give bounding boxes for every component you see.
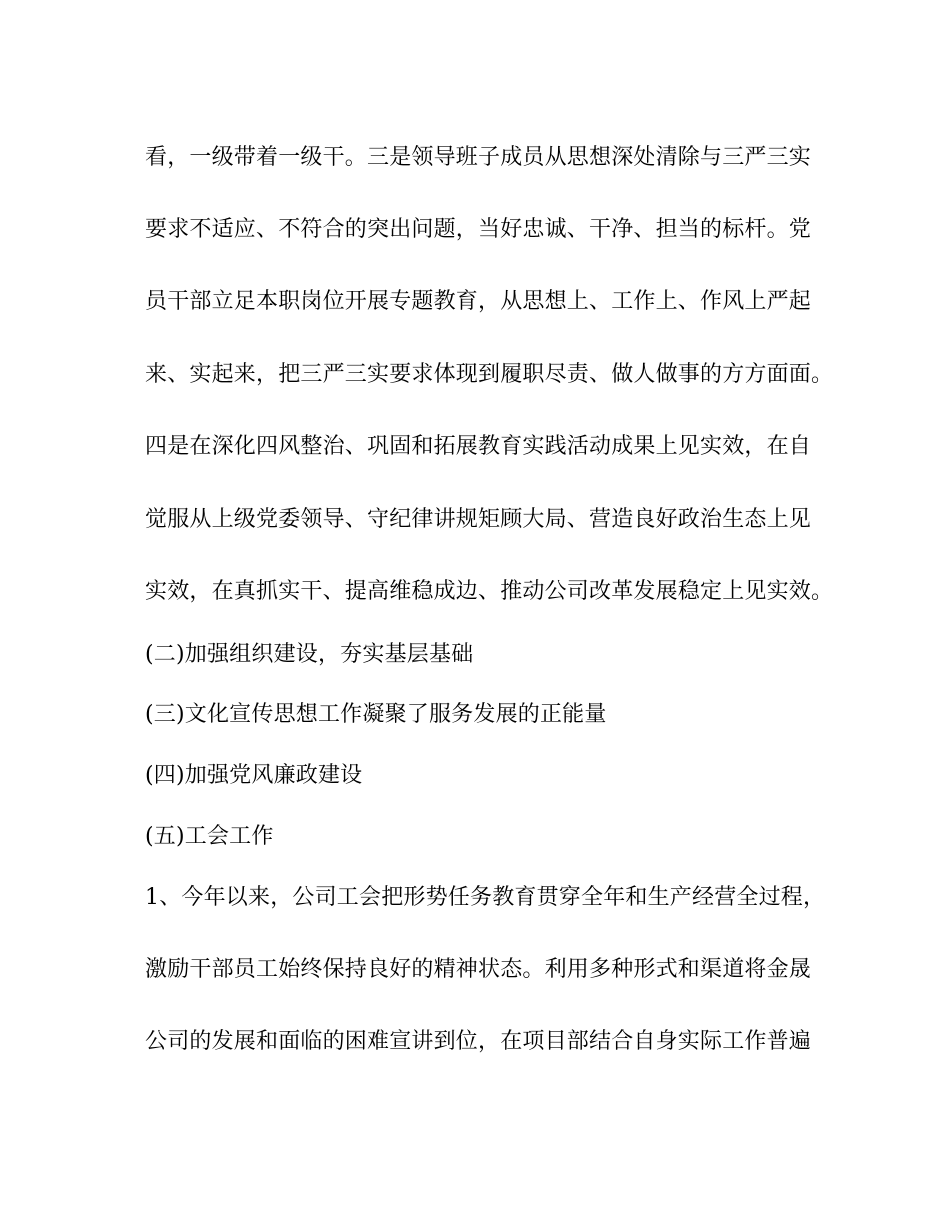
section-heading: (二)加强组织建设，夯实基层基础	[145, 642, 474, 667]
section-heading: (四)加强党风廉政建设	[145, 763, 363, 788]
paragraph-line: 公司的发展和面临的困难宣讲到位，在项目部结合自身实际工作普遍	[145, 1029, 812, 1054]
paragraph-line: 看，一级带着一级干。三是领导班子成员从思想深处清除与三严三实	[145, 145, 812, 170]
paragraph-line: 激励干部员工始终保持良好的精神状态。利用多种形式和渠道将金晟	[145, 957, 812, 982]
paragraph-line: 四是在深化四风整治、巩固和拓展教育实践活动成果上见实效，在自	[145, 434, 812, 459]
paragraph-line: 要求不适应、不符合的突出问题，当好忠诚、干净、担当的标杆。党	[145, 217, 812, 242]
paragraph-line: 1、今年以来，公司工会把形势任务教育贯穿全年和生产经营全过程，	[145, 885, 826, 910]
paragraph-line: 实效，在真抓实干、提高维稳成边、推动公司改革发展稳定上见实效。	[145, 579, 834, 604]
paragraph-line: 觉服从上级党委领导、守纪律讲规矩顾大局、营造良好政治生态上见	[145, 507, 812, 532]
paragraph-line: 员干部立足本职岗位开展专题教育，从思想上、工作上、作风上严起	[145, 289, 812, 314]
section-heading: (五)工会工作	[145, 824, 274, 849]
section-heading: (三)文化宣传思想工作凝聚了服务发展的正能量	[145, 702, 607, 727]
paragraph-line: 来、实起来，把三严三实要求体现到履职尽责、做人做事的方方面面。	[145, 362, 834, 387]
